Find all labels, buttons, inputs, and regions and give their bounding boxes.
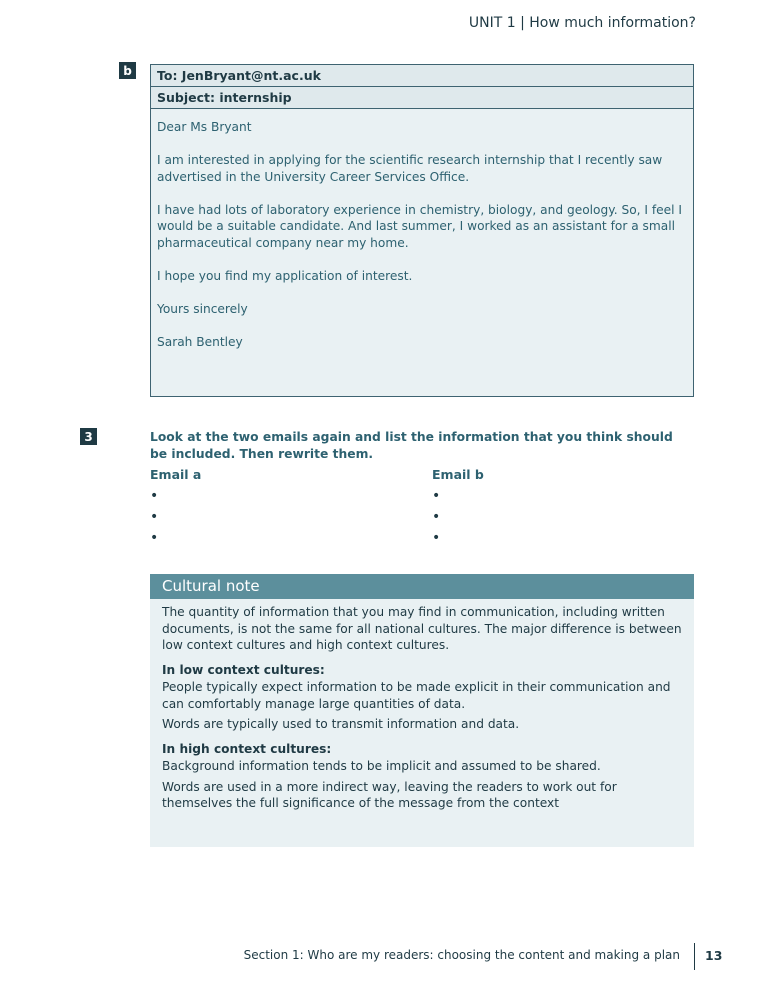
email-greeting: Dear Ms Bryant: [157, 120, 252, 134]
cultural-note-title: Cultural note: [150, 574, 694, 599]
high-context-point: Words are used in a more indirect way, leaving the readers to work out for themselves the full significance of the message from the context: [162, 779, 617, 810]
email-to-field: To: JenBryant@nt.ac.uk: [151, 65, 693, 87]
email-subject-field: Subject: internship: [151, 87, 693, 109]
cultural-note-intro: The quantity of information that you may find in communication, including written documents, is not the same for all national cultures. The major difference is between low context cultures and high context cultures.: [162, 605, 682, 652]
bullet-point: •: [150, 530, 159, 546]
unit-header: UNIT 1 | How much information?: [468, 15, 696, 31]
email-signature: Sarah Bentley: [157, 334, 243, 349]
exercise-instruction: Look at the two emails again and list the information that you think should be included. Then rewrite them.: [150, 430, 673, 461]
high-context-point: Background information tends to be implicit and assumed to be shared.: [162, 759, 601, 773]
footer-section-title: Section 1: Who are my readers: choosing the content and making a plan: [243, 948, 680, 962]
cultural-note-box: [150, 574, 694, 847]
bullet-point: •: [432, 488, 441, 504]
bullet-point: •: [432, 509, 441, 525]
email-paragraph: I have had lots of laboratory experience in chemistry, biology, and geology. So, I feel I would be a suitable candidate. And last summer, I worked as an assistant for a small pharmaceutical company near my home.: [157, 202, 683, 250]
bullet-point: •: [432, 530, 441, 546]
email-paragraph: I am interested in applying for the scientific research internship that I recently saw advertised in the University Career Services Office.: [157, 153, 663, 184]
column-header-email-a: Email a: [150, 467, 202, 482]
footer-divider: [694, 943, 695, 970]
exercise-number: 3: [80, 428, 97, 445]
bullet-point: •: [150, 509, 159, 525]
email-paragraph: I hope you find my application of interest.: [157, 268, 413, 283]
email-b-box: [150, 64, 694, 397]
low-context-heading: In low context cultures:: [162, 662, 325, 677]
column-header-email-b: Email b: [432, 467, 484, 482]
email-b-label: b: [119, 62, 136, 79]
low-context-point: People typically expect information to be made explicit in their communication and can comfortably manage large quantities of data.: [162, 680, 671, 711]
cultural-note-body: [150, 599, 694, 812]
email-closing: Yours sincerely: [157, 301, 248, 316]
email-body: [151, 109, 693, 350]
bullet-point: •: [150, 488, 159, 504]
high-context-heading: In high context cultures:: [162, 741, 332, 756]
low-context-point: Words are typically used to transmit information and data.: [162, 717, 520, 731]
page-number: 13: [705, 948, 723, 963]
